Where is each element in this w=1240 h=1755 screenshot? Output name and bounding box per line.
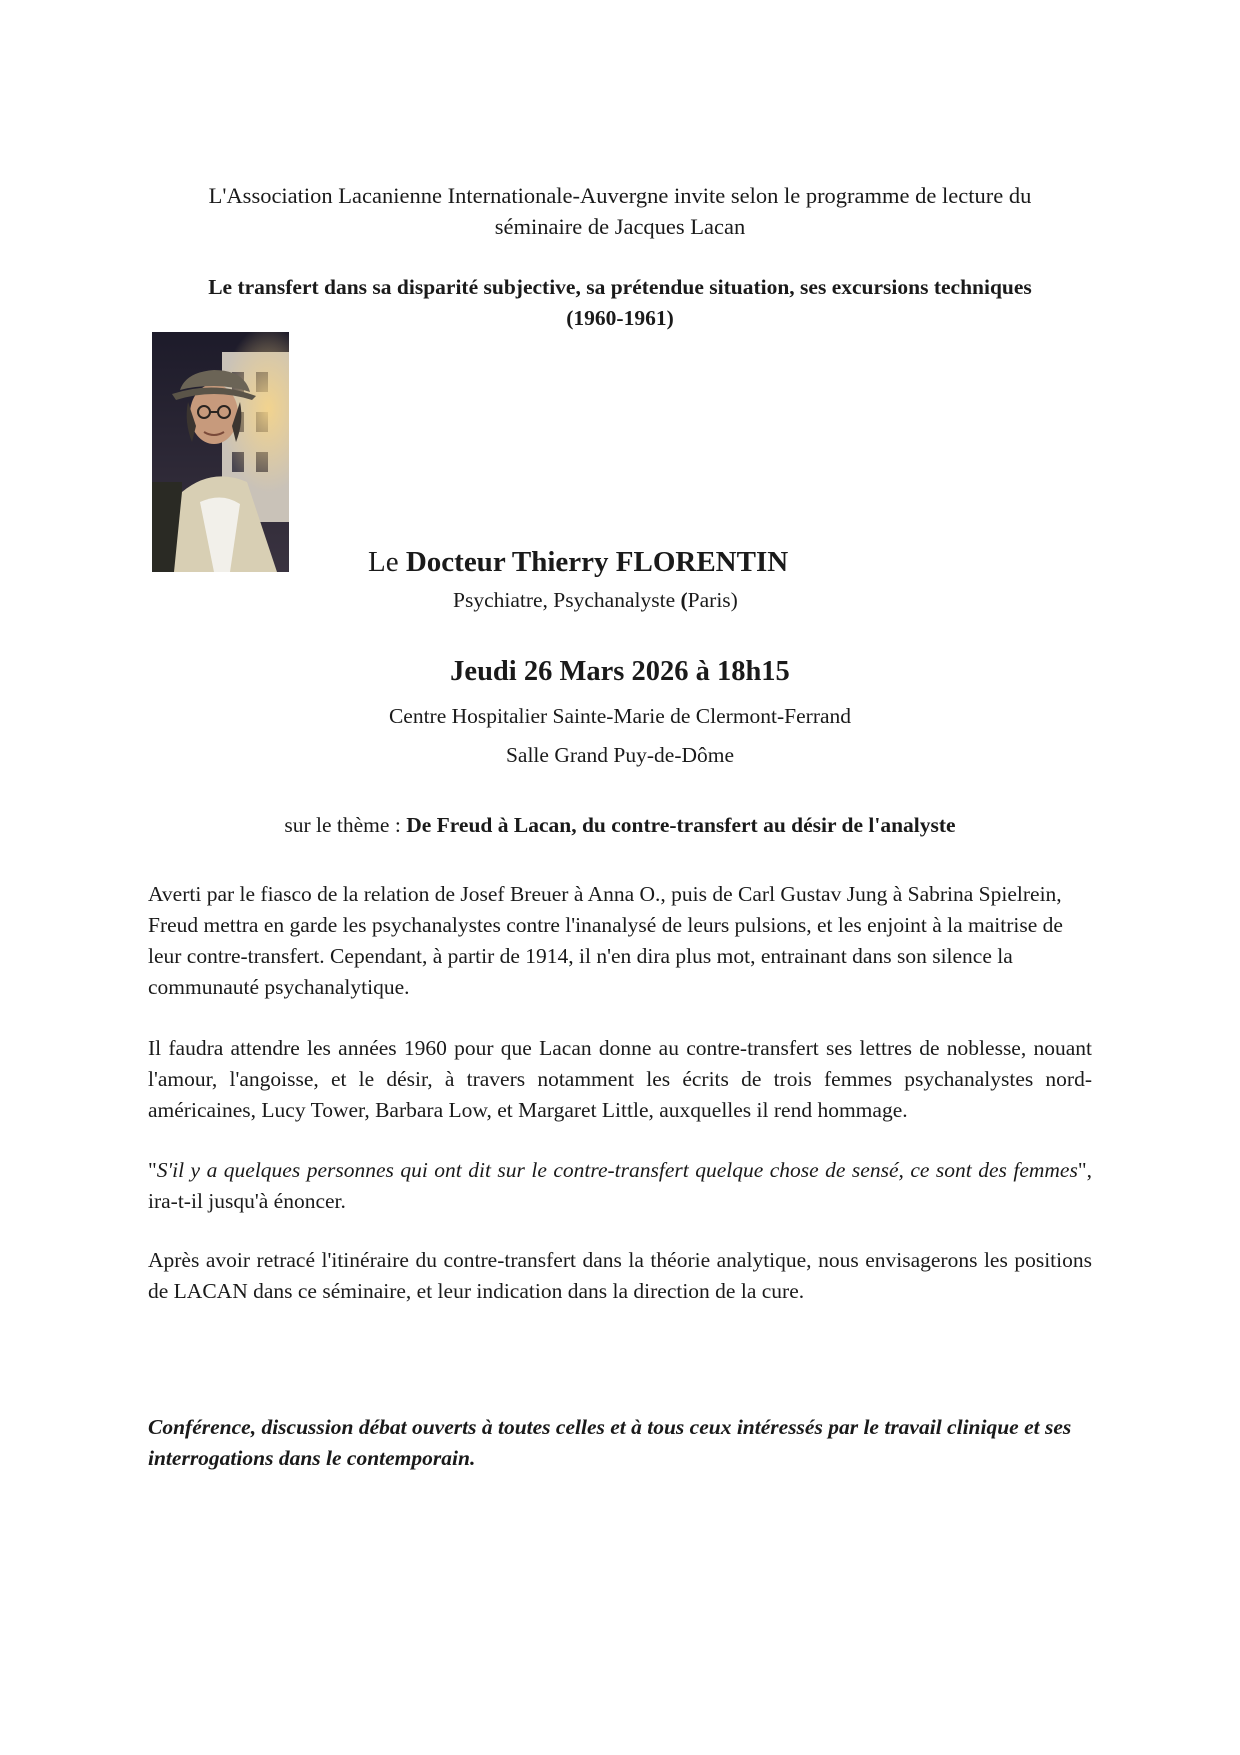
paragraph-freud: Averti par le fiasco de la relation de Josef Breuer à Anna O., puis de Carl Gustav Jung à Sabrina Spielrein, Freud mettra en garde les psychanalystes contre l'inanalysé de leurs pulsions, et les enjoint à la maitrise de leur contre-transfert. Cependant, à partir de 1914, il n'en dira plus mot, entrainant dans son silence la communauté psychanalytique. bbox=[148, 882, 1063, 999]
speaker-prefix: Le bbox=[368, 546, 406, 578]
event-date: Jeudi 26 Mars 2026 à 18h15 bbox=[450, 656, 790, 687]
quote-open: " bbox=[148, 1158, 157, 1182]
speaker-name-text: Docteur Thierry FLORENTIN bbox=[405, 546, 789, 578]
speaker-role-paren: ( bbox=[680, 588, 688, 612]
paragraph-itinerary: Après avoir retracé l'itinéraire du contre-transfert dans la théorie analytique, nous envisagerons les positions de LACAN dans ce séminaire, et leur indication dans la direction de la cure. bbox=[148, 1248, 1092, 1303]
paragraph-lacan: Il faudra attendre les années 1960 pour que Lacan donne au contre-transfert ses lettres de noblesse, nouant l'amour, l'angoisse, et le désir, à travers notamment les écrits de trois femmes psychanalystes nord-américaines, Lucy Tower, Barbara Low, et Margaret Little, auxquelles il rend hommage. bbox=[148, 1036, 1092, 1122]
theme-title: De Freud à Lacan, du contre-transfert au désir de l'analyste bbox=[406, 813, 956, 837]
intro-line-1: L'Association Lacanienne Internationale-Auvergne invite selon le programme de lecture du bbox=[208, 183, 1032, 208]
paragraph-quote bbox=[148, 1155, 1092, 1217]
seminar-title bbox=[130, 272, 1110, 334]
quote-close: ", ira-t-il jusqu'à énoncer. bbox=[148, 1158, 1092, 1213]
seminar-title-text: Le transfert dans sa disparité subjective, sa prétendue situation, ses excursions techniques bbox=[208, 275, 1032, 299]
speaker-city: Paris) bbox=[687, 588, 738, 612]
event-place: Centre Hospitalier Sainte-Marie de Clermont-Ferrand bbox=[388, 704, 852, 728]
speaker-name bbox=[368, 544, 788, 580]
event-room: Salle Grand Puy-de-Dôme bbox=[505, 743, 735, 767]
closing-note: Conférence, discussion débat ouverts à toutes celles et à tous ceux intéressés par le travail clinique et ses interrogations dans le contemporain. bbox=[148, 1415, 1072, 1470]
theme-label: sur le thème : bbox=[284, 813, 407, 837]
speaker-role-text: Psychiatre, Psychanalyste bbox=[453, 588, 681, 612]
event-theme bbox=[130, 810, 1110, 840]
quote-text: S'il y a quelques personnes qui ont dit sur le contre-transfert quelque chose de sensé, ce sont des femmes bbox=[156, 1158, 1078, 1182]
intro-text bbox=[130, 180, 1110, 242]
event-venue bbox=[130, 697, 1110, 775]
seminar-years: (1960-1961) bbox=[566, 306, 674, 330]
intro-line-2: séminaire de Jacques Lacan bbox=[494, 214, 746, 239]
speaker-role bbox=[453, 585, 738, 615]
speaker-photo bbox=[152, 332, 289, 572]
